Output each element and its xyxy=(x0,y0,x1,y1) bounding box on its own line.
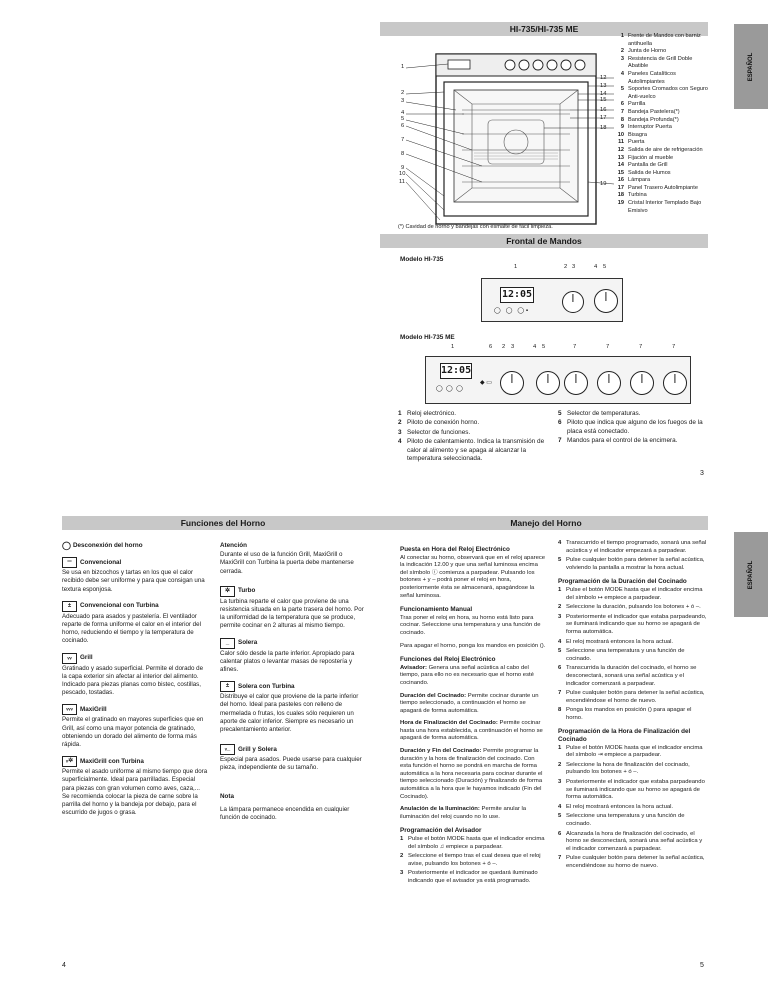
step-number: 2 xyxy=(558,604,562,611)
section-heading: Programación de la Duración del Cocinado xyxy=(558,578,687,586)
list-item: 7 Mandos para el control de la encimera. xyxy=(558,437,678,445)
oven-diagram xyxy=(392,50,624,230)
step-number: 7 xyxy=(558,690,562,697)
step-number: 5 xyxy=(558,648,562,655)
callout-18: 18 xyxy=(600,125,607,131)
language-tab: ESPAÑOL xyxy=(734,532,768,617)
step-item xyxy=(558,639,708,647)
step-number: 1 xyxy=(558,744,562,751)
step-text: Pulse cualquier botón para detener la señal acústica, encendiéndose su horno de nuevo. xyxy=(566,855,705,869)
clock-display: 12:05 xyxy=(440,363,472,379)
step-text: Posteriormente el indicador que estaba parpadeando, se iluminará indicando que su horno se apagará de forma automática. xyxy=(566,613,707,635)
callout-19: 19 xyxy=(600,181,607,187)
model-2-callout-4: 4 xyxy=(533,344,537,350)
definition: Genera una señal acústica al cabo del tiempo, para ello no es necesario que el horno esté cocinando. xyxy=(400,664,534,686)
step-text: Pulse el botón MODE hasta que el indicador encima del símbolo ♫ empiece a parpadear. xyxy=(408,836,545,850)
function-solera-fan: ± Solera con Turbina Distribuye el calor que proviene de la parte inferior del horno. Ideal para pasteles con relleno de mermelada o frutas, los cuales sólo requieren un aporte de calor inferior. Siempre es necesario un precalentamiento anterior. xyxy=(220,682,359,734)
section-heading: Programación del Avisador xyxy=(400,827,482,835)
step-text: Seleccione la duración, pulsando los botones + ó –. xyxy=(566,604,701,611)
step-text: El reloj mostrará entonces la hora actual. xyxy=(566,638,674,645)
functions-header: Funciones del Horno xyxy=(62,516,384,530)
model-1-panel xyxy=(481,278,623,322)
step-item xyxy=(558,648,708,663)
parts-list xyxy=(614,33,710,215)
operation-column-a xyxy=(400,540,546,888)
definition: Permite cocinar hasta una hora establecida, a continuación el horno se apagará de forma automática. xyxy=(400,720,543,742)
list-item: 5 Soportes Cromados con Seguro Anti-vuelco xyxy=(620,86,708,100)
callout-5: 5 xyxy=(401,116,405,122)
step-text: Alcanzada la hora de finalización del cocinado, el horno se desconectará, sonará una señal acústica y el indicador comenzará a parpadear. xyxy=(566,830,703,852)
model-1-callout-1: 1 xyxy=(514,264,518,270)
list-item: 9 Interruptor Puerta xyxy=(620,124,672,131)
step-item xyxy=(558,855,708,870)
model-1-callout-2: 2 xyxy=(564,264,568,270)
bottom-heat-icon: _ xyxy=(220,638,235,649)
step-item xyxy=(558,614,708,637)
step-text: Seleccione el tiempo tras el cual desea que el reloj avise, pulsando los botones + ó –. xyxy=(408,853,541,867)
callout-8: 8 xyxy=(401,151,405,157)
model-2-callout-1: 1 xyxy=(451,344,455,350)
step-number: 2 xyxy=(558,761,562,768)
step-number: 1 xyxy=(400,836,404,842)
model-1-label: Modelo HI-735 xyxy=(400,256,444,263)
list-item: 11 Puerta xyxy=(618,139,645,146)
paragraph: Para apagar el horno, ponga los mandos en posición (). xyxy=(400,642,546,649)
step-text: Ponga los mandos en posición () para apagar el horno. xyxy=(566,707,692,721)
step-item xyxy=(400,836,546,851)
model-2-callout-2: 2 xyxy=(502,344,506,350)
footnote: (*) Cavidad de horno y bandejas con esmalte de fácil limpieza. xyxy=(398,224,553,230)
step-number: 8 xyxy=(558,707,562,714)
list-item: 19 Cristal Interior Templado Bajo Emisivo xyxy=(617,200,702,214)
section-heading: Programación de la Hora de Finalización del Cocinado xyxy=(558,728,691,744)
step-item xyxy=(558,665,708,688)
clock-buttons[interactable]: ◯ ◯ ◯ ▪ xyxy=(494,308,528,314)
maxigrill-icon: ᵥᵥᵥ xyxy=(62,704,77,715)
temperature-selector[interactable] xyxy=(536,371,560,395)
list-item: 8 Bandeja Profunda(*) xyxy=(620,116,679,123)
callout-3: 3 xyxy=(401,98,405,104)
step-text: El reloj mostrará entonces la hora actual. xyxy=(566,803,674,810)
step-text: Pulse cualquier botón para detener la señal acústica, volviendo la pantalla a mostrar la hora actual. xyxy=(566,557,705,571)
step-number: 2 xyxy=(400,853,404,860)
list-item: 13 Fijación al mueble xyxy=(617,154,674,161)
list-item: 17 Panel Trasero Autolimpiante xyxy=(617,184,698,191)
callout-6: 6 xyxy=(401,123,405,129)
step-text: Posteriormente el indicador que estaba parpadeando se iluminará indicando que su horno se apagará de forma automática. xyxy=(566,779,705,801)
paragraph xyxy=(400,748,546,801)
step-item xyxy=(558,831,708,854)
bottom-heat-fan-icon: ± xyxy=(220,681,235,692)
model-2-callout-7b: 7 xyxy=(606,344,610,350)
hob-control-1[interactable] xyxy=(564,371,588,395)
section-heading: Funcionamiento Manual xyxy=(400,606,473,614)
function-off: ◯ Desconexión del horno xyxy=(62,541,143,551)
step-item xyxy=(558,745,708,760)
step-number: 1 xyxy=(558,586,562,593)
function-maxigrill-fan: ᵥ✲ MaxiGrill con Turbina Permite el asado uniforme al mismo tiempo que dora superficialmente. Ideal para parrilladas. Especial para piezas con gran volumen como aves, caza,... Se recomienda colocar la pieza de carne sobre la parrilla del horno y la bandeja por debajo, para el escurrido de jugos o grasa. xyxy=(62,757,208,817)
grill-bottom-heat-icon: ᵥ_ xyxy=(220,744,235,755)
step-item xyxy=(558,587,708,602)
section-heading: Funciones del Reloj Electrónico xyxy=(400,656,496,664)
callout-14: 14 xyxy=(600,91,607,97)
list-item: 4 Piloto de calentamiento. Indica la transmisión de calor al alimento y se apaga al alcanzar la temperatura seleccionada. xyxy=(398,438,545,463)
model-2-callout-7d: 7 xyxy=(672,344,676,350)
page-number-3: 3 xyxy=(700,470,704,477)
list-item: 12 Salida de aire de refrigeración xyxy=(617,146,703,153)
callout-17: 17 xyxy=(600,115,607,121)
paragraph: Al conectar su horno, observará que en el reloj aparece la indicación 12.00 y que una señal luminosa encima del símbolo ⓘ comienza a parpadear. Pulsando los botones + y – podrá poner el reloj en hora, posteriormente ésta se almacenará, apagándose la señal luminosa. xyxy=(400,554,546,599)
step-item xyxy=(558,540,708,555)
functions-column-2 xyxy=(220,542,368,829)
step-item xyxy=(558,779,708,802)
definition: Permite anular la iluminación del reloj cuando no lo use. xyxy=(400,806,527,820)
function-solera: _ Solera Calor sólo desde la parte inferior. Apropiado para calentar platos o levantar masas de repostería y afines. xyxy=(220,639,355,674)
step-item xyxy=(558,557,708,572)
function-maxigrill: ᵥᵥᵥ MaxiGrill Permite el gratinado en mayores superficies que en Grill, así como una mayor potencia de gratinado, obteniendo un dorado del alimento de forma más rápida. xyxy=(62,705,204,749)
controls-legend-right xyxy=(558,410,708,447)
paragraph: Tras poner el reloj en hora, su horno está listo para cocinar. Seleccione una temperatura y una función de cocinado. xyxy=(400,614,541,636)
list-item: 5 Selector de temperaturas. xyxy=(558,410,641,417)
function-conventional-fan: ± Convencional con Turbina Adecuado para asados y pastelería. El ventilador reparte de forma uniforme el calor en el interior del horno, reduciendo el tiempo y la temperatura de cocinado. xyxy=(62,602,201,645)
callout-16: 16 xyxy=(600,107,607,113)
list-item: 10 Bisagra xyxy=(617,131,647,138)
callout-9: 9 xyxy=(401,165,405,171)
clock-display: 12:05 xyxy=(500,287,534,303)
temperature-selector[interactable] xyxy=(594,289,618,313)
hob-control-2[interactable] xyxy=(597,371,621,395)
functions-column-1 xyxy=(62,542,208,824)
function-selector[interactable] xyxy=(500,371,524,395)
list-item: 2 Piloto de conexión horno. xyxy=(398,419,480,427)
list-item: 14 Pantalla de Grill xyxy=(617,162,668,169)
operation-header: Manejo del Horno xyxy=(384,516,708,530)
turbo-fan-icon: ✲ xyxy=(220,586,235,597)
list-item: 1 Frente de Mandos con barniz antihuella xyxy=(620,33,701,47)
step-number: 4 xyxy=(558,638,562,645)
callout-15: 15 xyxy=(600,97,607,103)
callout-11: 11 xyxy=(399,179,406,185)
power-off-icon: ◯ xyxy=(62,541,71,551)
model-2-callout-7a: 7 xyxy=(573,344,577,350)
definition: Permite cocinar durante un tiempo seleccionado, a continuación el horno se apagará de forma automática. xyxy=(400,692,539,714)
step-number: 6 xyxy=(558,665,562,672)
paragraph xyxy=(400,693,546,716)
maxigrill-fan-icon: ᵥ✲ xyxy=(62,756,77,767)
step-text: Posteriormente el indicador se quedará iluminado indicando que el avisador ya está programado. xyxy=(408,870,538,884)
model-2-callout-5: 5 xyxy=(542,344,546,350)
step-item xyxy=(558,707,708,722)
step-number: 5 xyxy=(558,813,562,820)
model-2-callout-7c: 7 xyxy=(639,344,643,350)
model-1-callout-3: 3 xyxy=(572,264,576,270)
conventional-heat-icon: ═ xyxy=(62,557,77,568)
lamp-note: Nota La lámpara permanece encendida en cualquier función de cocinado. xyxy=(220,792,350,822)
callout-13: 13 xyxy=(600,83,607,89)
list-item: 3 Selector de funciones. xyxy=(398,428,471,436)
callout-7: 7 xyxy=(401,137,405,143)
step-item xyxy=(400,870,546,885)
step-text: Transcurrido el tiempo programado, sonará una señal acústica y el indicador empezará a parpadear. xyxy=(566,540,707,554)
step-number: 4 xyxy=(558,803,562,810)
paragraph xyxy=(400,720,546,743)
function-conventional: ═ Convencional Se usa en bizcochos y tartas en los que el calor recibido debe ser uniforme y para que consigan una textura esponjosa. xyxy=(62,558,205,593)
list-item: 15 Salida de Humos xyxy=(617,169,671,176)
step-text: Seleccione la hora de finalización del cocinado, pulsando los botones + ó –. xyxy=(566,761,690,776)
model-1-callout-4: 4 xyxy=(594,264,598,270)
function-grill: ᵥᵥ Grill Gratinado y asado superficial. Permite el dorado de la capa exterior sin afectar al interior del alimento. Indicado para piezas planas como bistec, costillas, pescado, tostadas. xyxy=(62,654,204,697)
term: Anulación de la Iluminación: xyxy=(400,806,480,813)
list-item: 1 Reloj electrónico. xyxy=(398,410,457,417)
callout-4: 4 xyxy=(401,110,405,116)
step-item xyxy=(558,604,708,612)
paragraph xyxy=(400,665,546,688)
list-item: 6 Parrilla xyxy=(620,101,646,108)
term: Duración y Fin del Cocinado: xyxy=(400,748,482,755)
list-item: 16 Lámpara xyxy=(617,177,651,184)
model-2-label: Modelo HI-735 ME xyxy=(400,334,455,341)
model-2-callout-6: 6 xyxy=(489,344,493,350)
step-number: 7 xyxy=(558,855,562,862)
pilot-lights: ◆ ▭ xyxy=(480,380,492,386)
grill-icon: ᵥᵥ xyxy=(62,653,77,664)
list-item: 3 Resistencia de Grill Doble Abatible xyxy=(620,55,693,70)
function-selector[interactable] xyxy=(562,291,584,313)
term: Hora de Finalización del Cocinado: xyxy=(400,720,498,727)
attention-note: Atención Durante el uso de la función Grill, MaxiGrill o MaxiGrill con Turbina la puerta debe mantenerse cerrada. xyxy=(220,542,354,575)
step-text: Seleccione una temperatura y una función de cocinado. xyxy=(566,813,685,827)
step-text: Seleccione una temperatura y una función de cocinado. xyxy=(566,648,685,662)
page-number-4: 4 xyxy=(62,962,66,969)
step-item xyxy=(558,804,708,812)
model-1-callout-5: 5 xyxy=(603,264,607,270)
step-item xyxy=(400,853,546,868)
model-2-panel xyxy=(425,356,691,404)
step-text: Transcurrida la duración del cocinado, el horno se desconectará, sonará una señal acústica y el indicador comenzará a parpadear. xyxy=(566,665,697,687)
hob-control-3[interactable] xyxy=(630,371,654,395)
callout-2: 2 xyxy=(401,90,405,96)
list-item: 4 Paneles Catalíticos Autolimpiantes xyxy=(620,70,676,85)
page-title: HI-735/HI-735 ME xyxy=(380,22,708,36)
clock-buttons[interactable]: ◯ ◯ ◯ xyxy=(436,386,463,392)
section-heading: Puesta en Hora del Reloj Electrónico xyxy=(400,546,510,553)
function-turbo: ✲ Turbo La turbina reparte el calor que proviene de una resistencia situada en la parte trasera del horno. Por la uniformidad de la temperatura que se produce, permite cocinar en 2 alturas al mismo tiempo. xyxy=(220,587,364,630)
paragraph xyxy=(400,806,546,821)
callout-1: 1 xyxy=(401,64,405,70)
list-item: 18 Turbina xyxy=(617,192,647,199)
step-number: 3 xyxy=(558,613,562,620)
term: Duración del Cocinado: xyxy=(400,692,467,699)
hob-control-4[interactable] xyxy=(663,371,687,395)
step-number: 5 xyxy=(558,557,562,564)
callout-10: 10 xyxy=(399,171,406,177)
list-item: 6 Piloto que indica que alguno de los fuegos de la placa está conectado. xyxy=(558,419,703,435)
list-item: 7 Bandeja Pastelera(*) xyxy=(620,108,680,115)
step-text: Pulse cualquier botón para detener la señal acústica, encendiéndose el horno de nuevo. xyxy=(566,690,705,704)
function-grill-solera: ᵥ_ Grill y Solera Especial para asados. Puede usarse para cualquier pieza, independiente de su tamaño. xyxy=(220,745,362,772)
step-item xyxy=(558,813,708,828)
step-item xyxy=(558,690,708,705)
controls-legend-left xyxy=(398,410,550,464)
step-number: 3 xyxy=(558,779,562,786)
step-text: Pulse el botón MODE hasta que el indicador encima del símbolo ↦ empiece a parpadear. xyxy=(566,586,703,601)
model-2-callout-3: 3 xyxy=(511,344,515,350)
list-item: 2 Junta de Horno xyxy=(620,48,667,55)
definition: Permite programar la duración y la hora de finalización del cocinado. Con esta función el horno se pondrá en marcha de forma automática a la hora necesaria para cocinar durante el tiempo seleccionado (Duración) y finalizando de forma automática a la hora que le hayamos indicado (Fin del Cocinado). xyxy=(400,748,543,800)
callout-12: 12 xyxy=(600,75,607,81)
page-number-5: 5 xyxy=(700,962,704,969)
step-text: Pulse el botón MODE hasta que el indicador encima del símbolo ⇥ empiece a parpadear. xyxy=(566,744,703,759)
language-tab: ESPAÑOL xyxy=(734,24,768,109)
step-item xyxy=(558,762,708,777)
step-number: 4 xyxy=(558,540,562,546)
step-number: 3 xyxy=(400,870,404,877)
term: Avisador: xyxy=(400,664,427,671)
controls-header: Frontal de Mandos xyxy=(380,234,708,248)
conventional-fan-icon: ± xyxy=(62,601,77,612)
step-number: 6 xyxy=(558,830,562,837)
operation-column-b xyxy=(558,540,708,873)
